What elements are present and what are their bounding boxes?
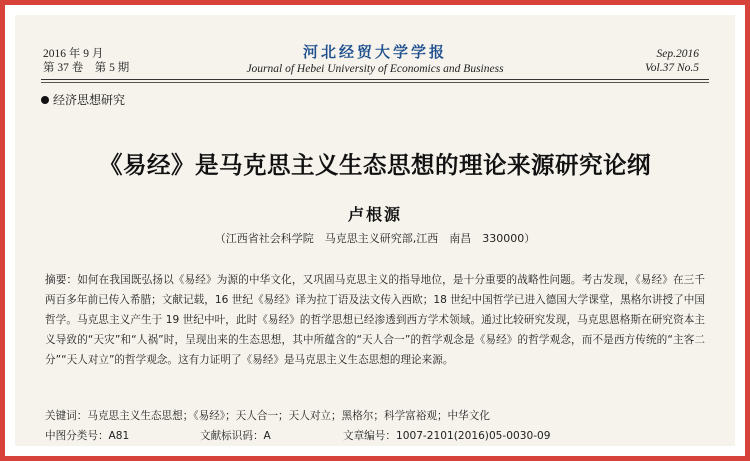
- header-rule-thin: [41, 82, 709, 83]
- keywords-text: 马克思主义生态思想；《易经》；天人合一；天人对立；黑格尔；科学富裕观；中华文化: [87, 410, 490, 422]
- header-right: [645, 47, 699, 75]
- header-vol-issue-en: Vol.37 No.5: [645, 62, 699, 74]
- header-date-en: Sep.2016: [656, 48, 699, 60]
- abstract-label: 摘要：: [45, 274, 78, 286]
- section-heading: [41, 91, 125, 108]
- document-code: 文献标识码：A: [200, 430, 271, 442]
- abstract: [45, 270, 705, 370]
- journal-title-en: Journal of Hebei University of Economics and Business: [246, 63, 504, 75]
- bullet-dot-icon: [41, 96, 49, 104]
- author-affiliation: （江西省社会科学院 马克思主义研究部,江西 南昌 330000）: [214, 232, 536, 245]
- keywords-label: 关键词：: [45, 410, 88, 422]
- paper-page: [15, 15, 735, 446]
- header-date-cn: 2016 年 9 月: [43, 48, 104, 60]
- abstract-text: 如何在我国既弘扬以《易经》为源的中华文化，又巩固马克思主义的指导地位，是十分重要的战略性问题。考古发现，《易经》在三千两百多年前已传入希腊；文献记载，16 世纪《易经》译为拉丁语及法文传入西欧；18 世纪中国哲学已进入德国大学课堂，黑格尔讲授了中国哲学。马克思主义产生于 19 世纪中叶，此时《易经》的哲学思想已经渗透到西方学术领域。通过比较研究发现，马克思恩格斯在研究资本主义导致的“天灾”和“人祸”时，呈现出来的生态思想，其中所蕴含的“天人合一”的哲学观念是《易经》的哲学观念，而不是西方传统的“主客二分”“天人对立”的哲学观念。这有力证明了《易经》是马克思主义生态思想的理论来源。: [45, 274, 705, 366]
- section-label: 经济思想研究: [53, 93, 126, 107]
- author-name: 卢根源: [347, 205, 402, 224]
- header-vol-issue-cn: 第 37 卷 第 5 期: [43, 62, 130, 74]
- keywords: [45, 408, 705, 423]
- journal-title-cn: 河北经贸大学学报: [302, 43, 447, 61]
- article-title: 《易经》是马克思主义生态思想的理论来源研究论纲: [99, 151, 651, 179]
- clc-number: 中图分类号：A81: [45, 430, 130, 442]
- classification-line: [45, 428, 705, 443]
- header-rule: [41, 79, 709, 80]
- article-number: 文章编号：1007-2101(2016)05-0030-09: [343, 430, 551, 442]
